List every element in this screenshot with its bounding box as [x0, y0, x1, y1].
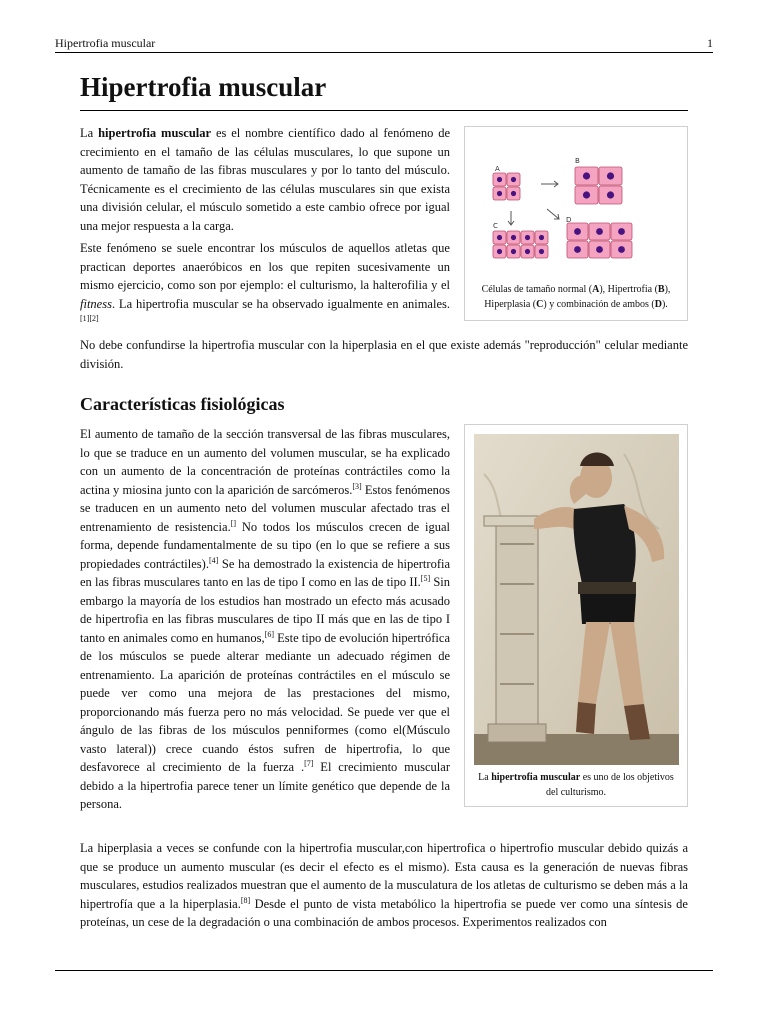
sec-p1-s4: Se ha demostrado la existencia de hipertrofia en las fibras musculares tanto en las de tipo I como en las de tipo II. [80, 556, 450, 589]
citation-link[interactable]: [8] [240, 895, 251, 905]
intro-p1-text-c: es el nombre científico dado al fenómeno de crecimiento en el tamaño de las células musculares, lo que supone un aumento de tamaño de las fibras musculares y por lo tanto del músculo. Técnicamente es el crecimiento de las células musculares sin que exista una división celular, el músculo sometido a este cambio ofrece por igual una mejor respuesta a la carga. [80, 126, 451, 233]
cell-nucleus [618, 228, 625, 235]
cell-nucleus [539, 249, 544, 254]
cell-nucleus [497, 177, 502, 182]
arrow-down [508, 211, 514, 225]
citation-link[interactable]: [7] [304, 758, 314, 768]
intro-paragraph-2 [80, 239, 450, 332]
intro-paragraph-3 [80, 336, 688, 373]
arrow-diagonal [547, 209, 559, 219]
cell-nucleus [583, 191, 590, 198]
fig2-caption-a: La [478, 772, 492, 783]
caption-text-5: ). [661, 299, 668, 310]
sec-p1-s7: El crecimiento muscular debido a la hipertrofia parece tener un límite genético que depende de la persona. [80, 760, 450, 811]
cell-diagram-shapes [493, 167, 632, 258]
label-d: D [566, 216, 572, 224]
intro-p2-text-a: Este fenómeno se suele encontrar los músculos de aquellos atletas que practican deportes anaeróbicos en los que repiten sucesivamente un mismo ejercicio, como son por ejemplo: el culturismo, la halterofilia y el [80, 241, 450, 292]
intro-paragraph-1 [80, 124, 450, 235]
caption-text-1: Células de tamaño normal ( [481, 284, 593, 295]
cell-nucleus [574, 228, 581, 235]
cell-diagram [465, 127, 687, 277]
footer-rule [55, 970, 713, 971]
caption-text-2: ), Hipertrofia ( [599, 284, 658, 295]
intro-p1-text-a: La [80, 126, 99, 140]
cell-nucleus [511, 191, 516, 196]
cell-nucleus [574, 246, 581, 253]
label-a: A [495, 165, 500, 173]
figure1-caption [471, 282, 681, 312]
sec-p1-s5: Sin embargo la mayoría de los estudios han mostrado un efecto más acusado de hipertrofia en las fibras musculares de tipo II más que en las de tipo I tanto en animales como en humanos, [80, 575, 450, 645]
running-head-title: Hipertrofia muscular [55, 36, 156, 50]
sec-p1-s2: Estos fenómenos se traducen en un aumento neto del volumen muscular afectado tras el entrenamiento de resistencia. [80, 482, 450, 534]
figure-cell-diagram [464, 126, 688, 321]
intro-p2-text-c: . La hipertrofia muscular se ha observado igualmente en animales. [111, 296, 450, 311]
cell-nucleus [497, 191, 502, 196]
sec-p1-s6: Este tipo de evolución hipertrófica de los músculos se puede alterar mediante un adecuado régimen de entrenamiento. La aparición de proteínas contráctiles en el músculo se puede ver como una mejora de las prestaciones del mismo, proporcionando más fuerza pero no más velocidad. Se puede ver que el ángulo de las fibras de los músculos penniformes (como el(Músculo vasto lateral)) crece cuando éstos sufren de hipertrofia, lo que desfavorece al crecimiento de la fuerza . [80, 630, 450, 774]
cell-nucleus [607, 172, 614, 179]
fig2-caption-bold: hipertrofia muscular [491, 772, 581, 783]
citation-link[interactable]: [4] [208, 555, 219, 565]
citation-link[interactable]: [5] [420, 573, 431, 583]
arrow-right [541, 181, 558, 187]
label-c: C [493, 222, 498, 230]
page-number: 1 [707, 36, 713, 50]
figure-bodybuilder-photo [464, 424, 688, 807]
section-paragraph-1 [80, 425, 450, 814]
page-title: Hipertrofia muscular [80, 72, 327, 102]
intro-p2-italic-term: fitness [80, 296, 112, 311]
caption-bold-b: B [657, 284, 665, 295]
cell-nucleus [583, 172, 590, 179]
cell-nucleus [596, 228, 603, 235]
cell-nucleus [607, 191, 614, 198]
title-rule [80, 110, 688, 111]
citation-link[interactable]: [6] [264, 629, 275, 639]
sec-p2-s2: Desde el punto de vista metabólico la hipertrofia se puede ver como una síntesis de proteínas, un cese de la degradación o una combinación de ambos procesos. Experimentos realizados con [80, 896, 688, 929]
caption-bold-a: A [592, 284, 600, 295]
caption-bold-c: C [536, 299, 544, 310]
section-heading: Características fisiológicas [80, 394, 285, 414]
sec-p1-s1: El aumento de tamaño de la sección transversal de las fibras musculares, lo que se traduce en un aumento del volumen muscular, se ha explicado con un aumento de la concentración de proteínas contráctiles como la actina y miosina junto con la aparición de sarcómeros. [80, 427, 450, 497]
citation-link[interactable]: [1][2] [80, 313, 99, 323]
figure2-caption [471, 770, 681, 800]
header-rule [55, 52, 713, 53]
label-b: B [575, 157, 580, 165]
cell-nucleus [497, 249, 502, 254]
cell-nucleus [511, 249, 516, 254]
cell-nucleus [539, 235, 544, 240]
cell-nucleus [511, 177, 516, 182]
cell-nucleus [596, 246, 603, 253]
cell-nucleus [618, 246, 625, 253]
fig2-caption-c: es uno de los objetivos del culturismo. [546, 772, 674, 798]
cell-nucleus [511, 235, 516, 240]
section-paragraph-2 [80, 839, 688, 932]
caption-bold-d: D [654, 299, 662, 310]
bodybuilder-photo [474, 434, 679, 765]
citation-link[interactable]: [3] [352, 481, 362, 491]
citation-link[interactable]: [] [230, 518, 237, 528]
intro-p1-bold-term: hipertrofia muscular [98, 126, 212, 140]
intro-p3-text: No debe confundirse la hipertrofia muscular con la hiperplasia en el que existe además "reproducción" celular mediante división. [80, 338, 688, 371]
caption-text-3: ), Hiperplasia ( [484, 284, 671, 310]
cell-nucleus [525, 235, 530, 240]
cell-nucleus [525, 249, 530, 254]
sec-p2-s1: La hiperplasia a veces se confunde con la hipertrofia muscular,con hipertrofica o hipertrofio muscular debido quizás a que se produce un aumento muscular (es decir el efecto es el mismo). Esta causa es la generación de nuevas fibras musculares, estudios realizados muestran que el aumento de la musculatura de los atletas de culturismo se deben más a la hipertrofía que a la hiperplasia. [80, 841, 688, 911]
cell-nucleus [497, 235, 502, 240]
caption-text-4: ) y combinación de ambos ( [543, 299, 655, 310]
sec-p1-s3: No todos los músculos crecen de igual forma, depende fundamentalmente de su tipo (en lo que se refiere a sus propiedades contráctiles). [80, 519, 450, 571]
